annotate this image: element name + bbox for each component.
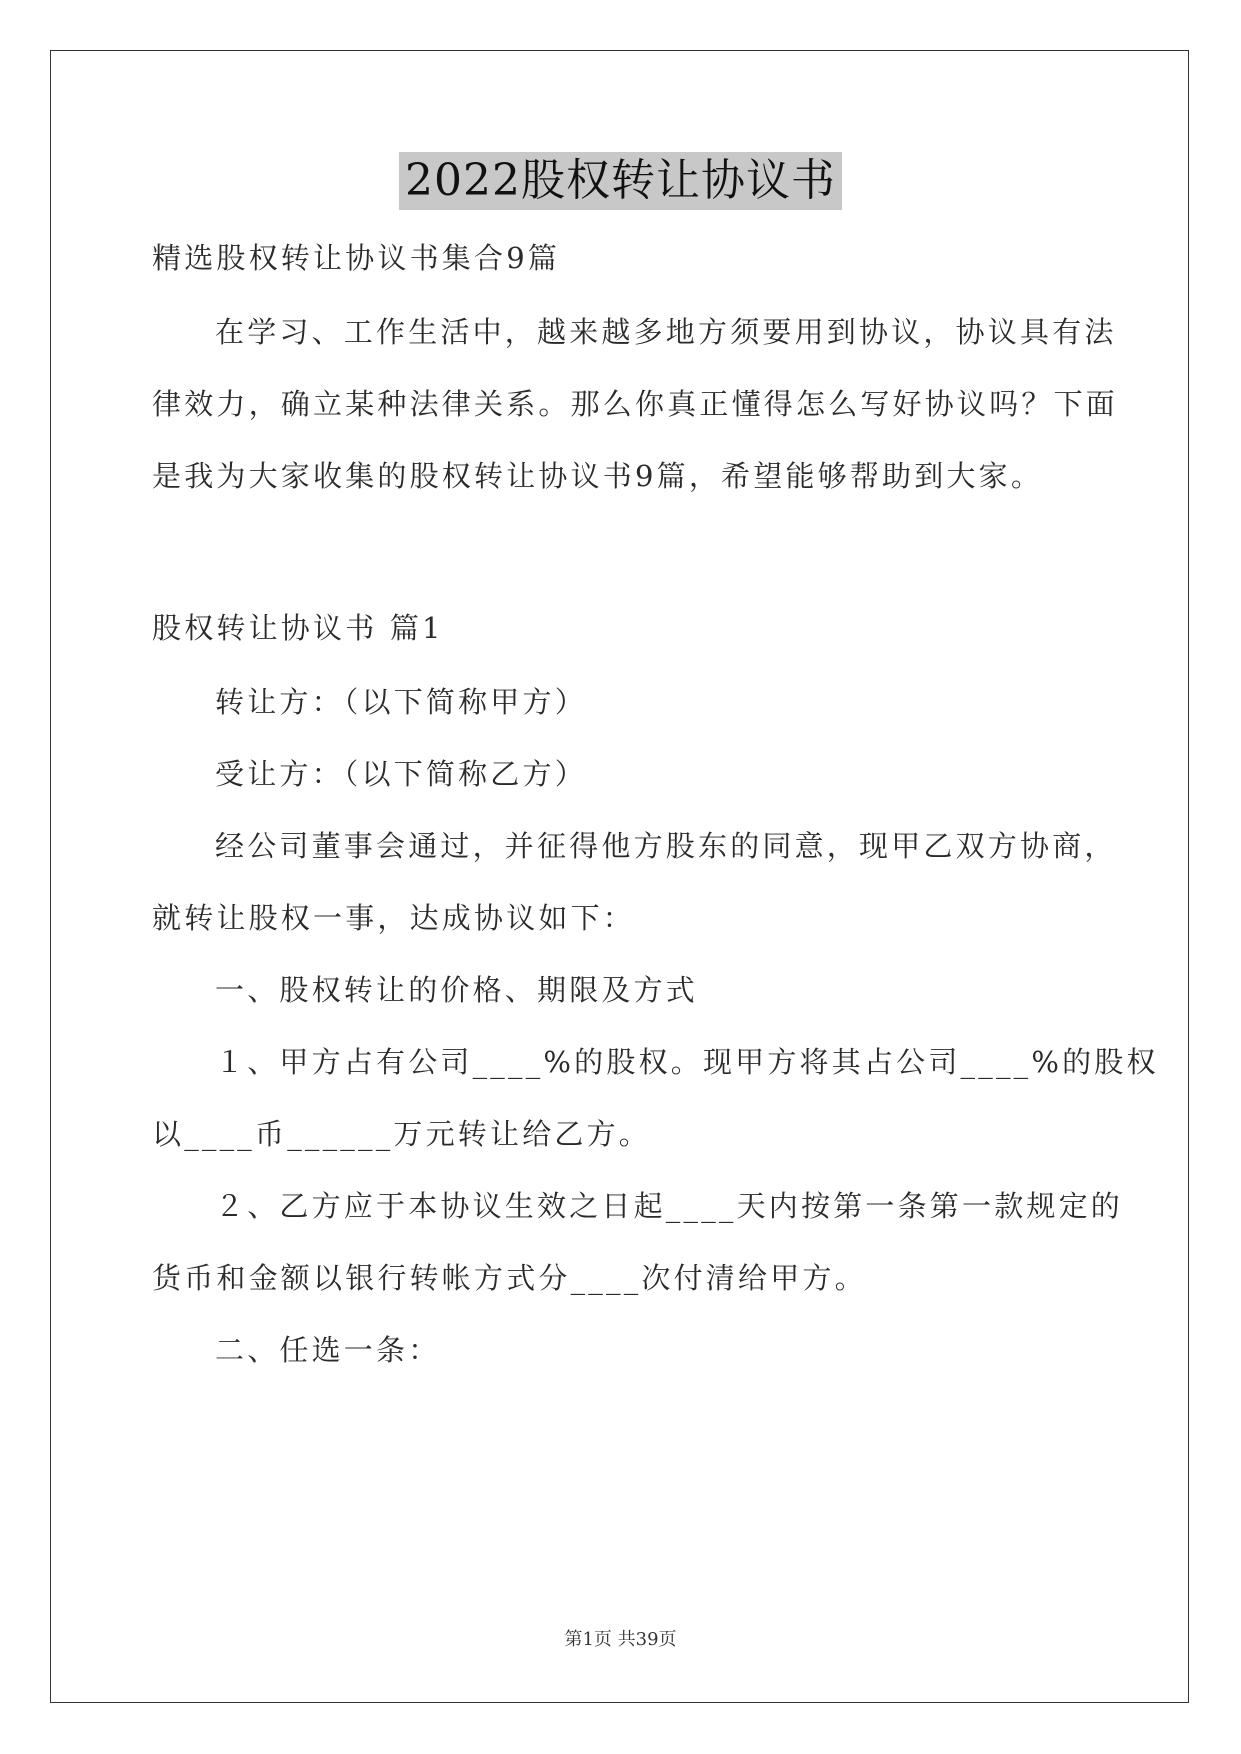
document-subtitle: 精选股权转让协议书集合9篇 (152, 241, 561, 275)
title-container (0, 152, 1241, 210)
body-paragraph-line: 就转让股权一事，达成协议如下： (152, 901, 636, 935)
body-paragraph-line: 经公司董事会通过，并征得他方股东的同意，现甲乙双方协商， (215, 829, 1117, 863)
clause-line: 货币和金额以银行转帐方式分____次付清给甲方。 (152, 1261, 867, 1295)
clause-line: 以____币______万元转让给乙方。 (152, 1117, 652, 1151)
page-number-footer: 第1页 共39页 (564, 1629, 677, 1650)
transferee-line: 受让方：（以下简称乙方） (215, 757, 587, 791)
section-heading: 股权转让协议书 篇1 (152, 611, 444, 645)
intro-line-1: 在学习、工作生活中，越来越多地方须要用到协议，协议具有法 (215, 315, 1117, 349)
document-title: 2022股权转让协议书 (399, 152, 842, 210)
page-border (50, 50, 1189, 1703)
clause-heading-1: 一、股权转让的价格、期限及方式 (215, 973, 699, 1007)
clause-line: １、甲方占有公司____%的股权。现甲方将其占公司____%的股权 (215, 1045, 1159, 1079)
intro-line-2: 律效力，确立某种法律关系。那么你真正懂得怎么写好协议吗？下面 (152, 387, 1119, 421)
intro-line-3: 是我为大家收集的股权转让协议书9篇，希望能够帮助到大家。 (152, 459, 1044, 493)
clause-heading-2: 二、任选一条： (215, 1333, 441, 1367)
clause-line: ２、乙方应于本协议生效之日起____天内按第一条第一款规定的 (215, 1189, 1124, 1223)
transferor-line: 转让方：（以下简称甲方） (215, 685, 587, 719)
